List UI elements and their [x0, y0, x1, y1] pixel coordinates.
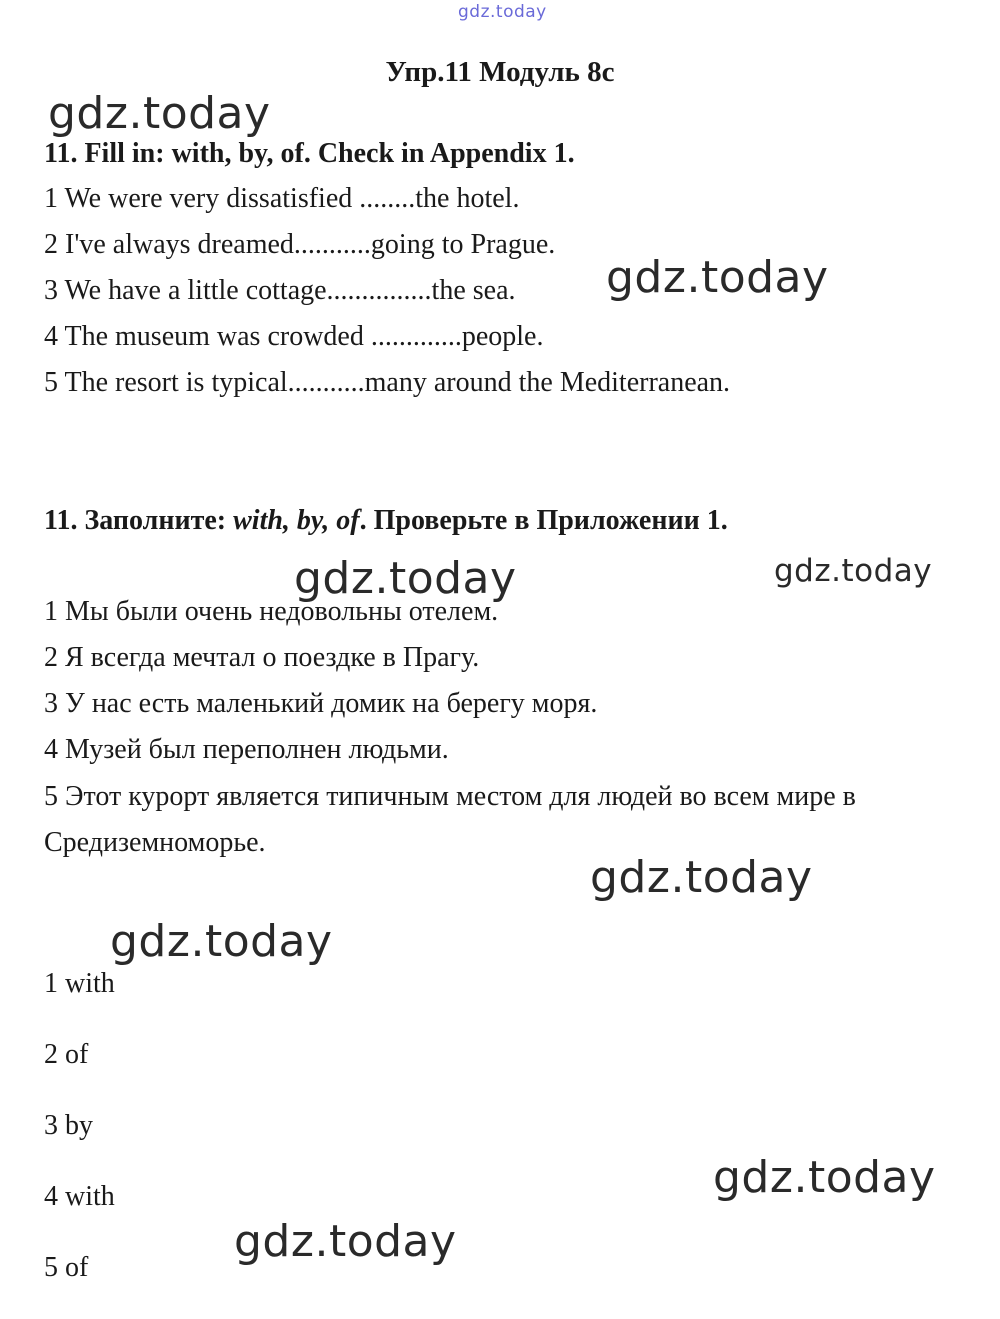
answer-1: 1 with — [44, 968, 115, 999]
answer-2: 2 of — [44, 1039, 89, 1070]
answer-4: 4 with — [44, 1181, 115, 1212]
heading-prefix: 11. Заполните: — [44, 505, 234, 536]
watermark: gdz.today — [294, 553, 517, 604]
watermark: gdz.today — [110, 916, 333, 967]
exercise-heading-ru — [44, 505, 728, 537]
exercise-line-ru-1: 1 Мы были очень недовольны отелем. — [44, 596, 499, 627]
exercise-line-ru-4: 4 Музей был переполнен людьми. — [44, 734, 449, 765]
exercise-line-en-5: 5 The resort is typical...........many around the Mediterranean. — [44, 367, 731, 398]
watermark: gdz.today — [234, 1216, 457, 1267]
exercise-line-en-2: 2 I've always dreamed...........going to Prague. — [44, 229, 556, 260]
exercise-line-ru-2: 2 Я всегда мечтал о поездке в Прагу. — [44, 642, 480, 673]
watermark: gdz.today — [48, 88, 271, 139]
watermark: gdz.today — [606, 252, 829, 303]
answer-3: 3 by — [44, 1110, 93, 1141]
heading-italic: with, by, of — [233, 505, 360, 536]
exercise-line-en-3: 3 We have a little cottage...............the sea. — [44, 275, 516, 306]
watermark-top: gdz.today — [458, 2, 547, 22]
watermark: gdz.today — [590, 852, 813, 903]
page-title: Упр.11 Модуль 8с — [385, 56, 615, 88]
exercise-line-en-1: 1 We were very dissatisfied ........the hotel. — [44, 183, 520, 214]
exercise-line-en-4: 4 The museum was crowded .............people. — [44, 321, 544, 352]
exercise-line-ru-3: 3 У нас есть маленький домик на берегу моря. — [44, 688, 598, 719]
watermark: gdz.today — [774, 553, 933, 589]
exercise-heading-en: 11. Fill in: with, by, of. Check in Appendix 1. — [44, 138, 575, 169]
answer-5: 5 of — [44, 1252, 89, 1283]
heading-suffix: . Проверьте в Приложении 1. — [359, 505, 728, 536]
watermark: gdz.today — [713, 1152, 936, 1203]
exercise-line-ru-5: 5 Этот курорт является типичным местом для людей во всем мире в Средиземноморье. — [44, 781, 856, 858]
